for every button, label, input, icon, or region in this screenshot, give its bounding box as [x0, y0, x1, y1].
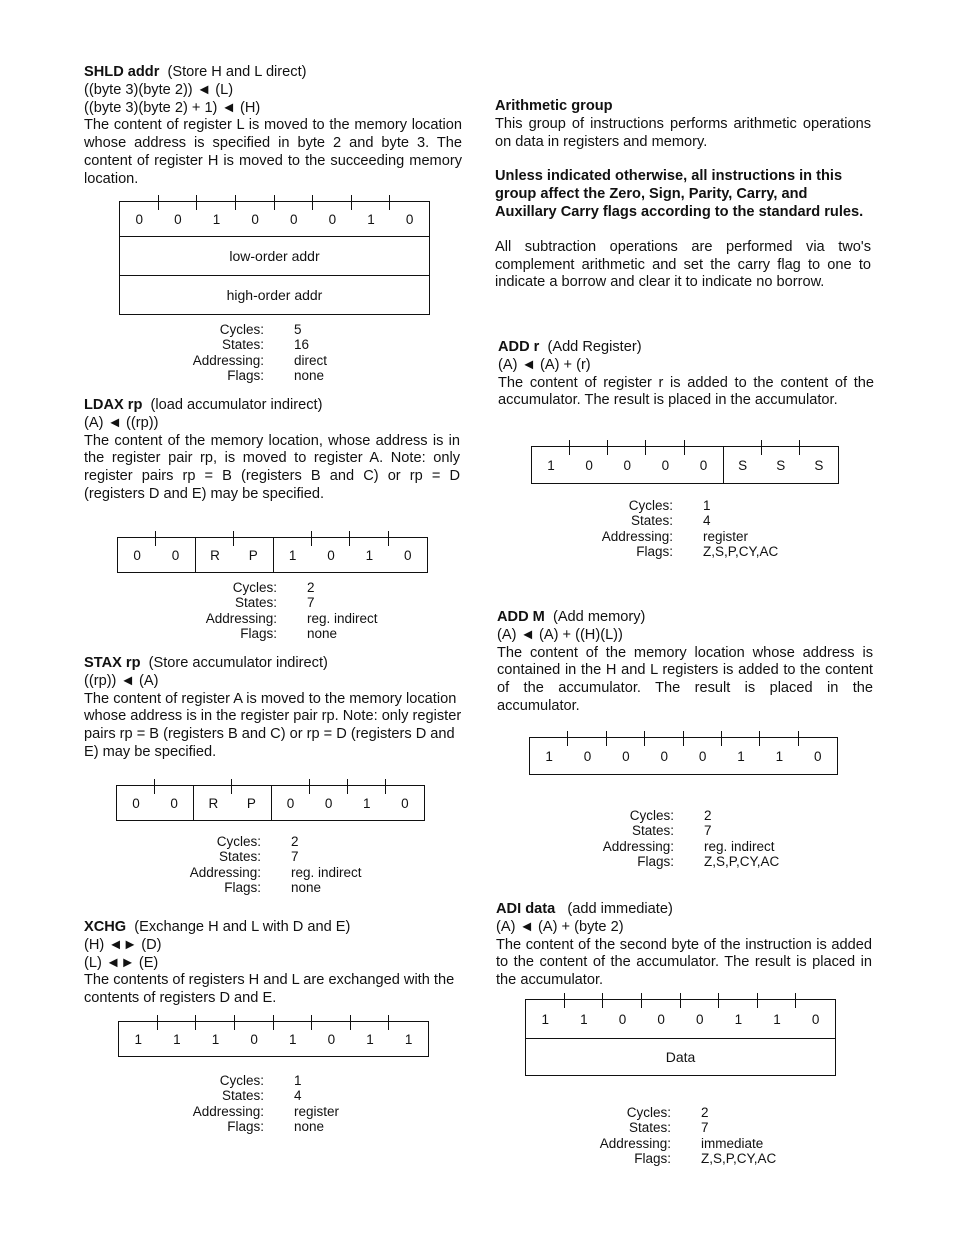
bit: R	[194, 786, 232, 820]
bit: 0	[312, 1022, 351, 1056]
addressing-value: reg. indirect	[704, 838, 775, 854]
cycles-label: Cycles:	[219, 1073, 264, 1088]
flags-label: Flags:	[227, 1119, 264, 1135]
states-value: 7	[307, 595, 315, 611]
addm-heading	[497, 609, 873, 627]
flags-label: Flags:	[634, 1151, 671, 1167]
addm-section	[497, 609, 873, 716]
states-value: 16	[294, 337, 310, 353]
flags-label: Flags:	[637, 854, 674, 870]
bit: 1	[348, 786, 386, 820]
xchg-title: XCHG	[84, 919, 127, 935]
xchg-op-line1: (H) ◄► (D)	[84, 936, 162, 953]
flags-value: Z,S,P,CY,AC	[701, 1151, 777, 1167]
bit: 0	[642, 1000, 681, 1038]
addm-op-line1: (A) ◄ (A) + ((H)(L))	[497, 626, 623, 643]
shld-op-line1: ((byte 3)(byte 2)) ◄ (L)	[84, 81, 234, 98]
ldax-stats	[173, 580, 378, 642]
states-value: 7	[291, 849, 299, 865]
bit: S	[724, 447, 762, 483]
arith-section	[495, 98, 871, 292]
bit: 1	[158, 1022, 197, 1056]
addr-title: ADD r	[498, 339, 540, 355]
cycles-label: Cycles:	[629, 808, 674, 823]
states-value: 4	[294, 1088, 302, 1104]
shld-text: The content of register L is moved to the memory location whose address is specified in byte 2 and byte 3. The content of register H is moved to the succeeding memory location.	[84, 117, 462, 187]
stax-desc: (Store accumulator indirect)	[148, 655, 328, 671]
stax-section	[84, 655, 462, 762]
bit: 0	[568, 738, 606, 774]
bit: 0	[236, 202, 275, 236]
bit: 1	[530, 738, 568, 774]
addressing-label: Addressing:	[205, 610, 277, 626]
flags-value: none	[291, 880, 322, 896]
bit: 1	[722, 738, 760, 774]
flags-value: Z,S,P,CY,AC	[703, 544, 779, 560]
bit: 0	[156, 538, 195, 572]
bit: 0	[235, 1022, 274, 1056]
bit: 0	[603, 1000, 642, 1038]
xchg-op-line2: (L) ◄► (E)	[84, 954, 159, 971]
bit: 0	[117, 786, 155, 820]
flags-label: Flags:	[224, 880, 261, 896]
arith-text: This group of instructions performs arithmetic operations on data in registers and memory.	[495, 115, 871, 150]
addressing-label: Addressing:	[189, 864, 261, 880]
states-label: States:	[221, 337, 264, 353]
adi-title: ADI data	[496, 901, 556, 917]
cycles-value: 2	[701, 1105, 709, 1120]
cycles-label: Cycles:	[628, 498, 673, 513]
flags-label: Flags:	[636, 544, 673, 560]
cycles-value: 2	[291, 834, 299, 849]
cycles-label: Cycles:	[626, 1105, 671, 1120]
bit: R	[196, 538, 234, 572]
adi-desc: (add immediate)	[567, 901, 673, 917]
adi-text: The content of the second byte of the instruction is added to the content of the accumulator. The result is placed in the accumulator.	[496, 936, 872, 989]
ldax-title: LDAX rp	[84, 397, 143, 413]
cycles-value: 2	[307, 580, 315, 595]
states-label: States:	[218, 849, 261, 865]
states-value: 4	[703, 513, 711, 529]
addm-desc: (Add memory)	[552, 609, 646, 625]
cycles-value: 1	[703, 498, 711, 513]
bit: 0	[310, 786, 348, 820]
addm-opcode-box	[529, 737, 838, 775]
addm-stats	[569, 808, 779, 870]
bit: 0	[272, 786, 310, 820]
shld-high-order-row: high-order addr	[119, 276, 430, 315]
ldax-text: The content of the memory location, whose address is in the register pair rp, is moved to register A. Note: only register pairs rp = B (registers B and C) or rp = D (registers D and E) may be specified.	[84, 432, 460, 502]
bit: 0	[811, 1011, 820, 1027]
bit: 0	[646, 447, 684, 483]
cycles-value: 2	[704, 808, 712, 823]
addressing-label: Addressing:	[192, 352, 264, 368]
bit: 1	[760, 738, 798, 774]
arith-flags-note: Unless indicated otherwise, all instructions in this group affect the Zero, Sign, Parity, Carry, and Auxillary Carry flags according to the standard rules.	[495, 168, 864, 220]
cycles-label: Cycles:	[219, 322, 264, 337]
bit: S	[814, 457, 824, 473]
stax-opcode-box	[116, 785, 425, 821]
bit: 0	[684, 738, 722, 774]
bit: 1	[274, 538, 312, 572]
addm-text: The content of the memory location whose address is contained in the H and L registers is added to the content of the accumulator. The result is placed in the accumulator.	[497, 644, 873, 714]
addr-heading	[498, 339, 874, 357]
xchg-stats	[160, 1073, 339, 1135]
states-label: States:	[234, 595, 277, 611]
ldax-opcode-box	[117, 537, 428, 573]
flags-value: none	[294, 368, 325, 384]
stax-title: STAX rp	[84, 655, 141, 671]
shld-section	[84, 64, 462, 189]
ldax-desc: (load accumulator indirect)	[150, 397, 323, 413]
bit: 0	[608, 447, 646, 483]
xchg-text: The contents of registers H and L are exchanged with the contents of registers D and E.	[84, 972, 455, 1007]
bit: 1	[197, 202, 236, 236]
addr-text: The content of register r is added to the content of the accumulator. The result is placed in the accumulator.	[498, 374, 874, 409]
shld-opcode-box	[119, 201, 430, 237]
shld-op-line2: ((byte 3)(byte 2) + 1) ◄ (H)	[84, 99, 261, 116]
bit: 1	[352, 202, 391, 236]
cycles-label: Cycles:	[216, 834, 261, 849]
bit: 0	[404, 547, 412, 563]
bit: 1	[274, 1022, 313, 1056]
adi-heading	[496, 901, 872, 919]
stax-stats	[157, 834, 362, 896]
stax-heading	[84, 655, 462, 673]
bit: 1	[350, 538, 388, 572]
adi-data-row: Data	[525, 1039, 836, 1076]
addr-section	[498, 339, 874, 410]
cycles-value: 5	[294, 322, 302, 337]
bit: P	[232, 786, 271, 820]
shld-low-order-row: low-order addr	[119, 237, 430, 276]
ldax-heading	[84, 397, 460, 415]
states-label: States:	[221, 1088, 264, 1104]
flags-value: none	[294, 1119, 325, 1135]
shld-desc: (Store H and L direct)	[167, 64, 307, 80]
ldax-op-line1: (A) ◄ ((rp))	[84, 414, 159, 431]
bit: 1	[404, 1031, 413, 1047]
cycles-label: Cycles:	[232, 580, 277, 595]
bit: 1	[719, 1000, 758, 1038]
addressing-value: register	[703, 528, 749, 544]
bit: 1	[119, 1022, 158, 1056]
ldax-section	[84, 397, 460, 504]
bit: 0	[118, 538, 156, 572]
addressing-label: Addressing:	[601, 528, 673, 544]
bit: P	[234, 538, 273, 572]
states-value: 7	[704, 823, 712, 839]
bit: 0	[312, 538, 350, 572]
bit: S	[762, 447, 800, 483]
shld-stats	[160, 322, 327, 384]
adi-section	[496, 901, 872, 990]
states-label: States:	[631, 823, 674, 839]
addressing-value: register	[294, 1103, 340, 1119]
states-value: 7	[701, 1120, 709, 1136]
xchg-heading	[84, 919, 462, 937]
bit: 0	[401, 795, 409, 811]
bit: 0	[681, 1000, 720, 1038]
bit: 1	[526, 1000, 565, 1038]
bit: 1	[565, 1000, 604, 1038]
flags-label: Flags:	[227, 368, 264, 384]
addr-desc: (Add Register)	[547, 339, 642, 355]
stax-text: The content of register A is moved to the memory location whose address is in the register pair rp. Note: only register pairs rp = B (registers B and C) or rp = D (registers D and E) may be specified.	[84, 690, 462, 760]
addressing-value: reg. indirect	[291, 864, 362, 880]
shld-title: SHLD addr	[84, 64, 160, 80]
xchg-desc: (Exchange H and L with D and E)	[134, 919, 351, 935]
adi-op-line1: (A) ◄ (A) + (byte 2)	[496, 918, 624, 935]
shld-heading	[84, 64, 462, 82]
bit: 0	[607, 738, 645, 774]
bit: 0	[120, 202, 159, 236]
addressing-label: Addressing:	[602, 838, 674, 854]
addr-opcode-box	[531, 446, 839, 484]
addr-op-line1: (A) ◄ (A) + (r)	[498, 356, 591, 373]
bit: 0	[645, 738, 683, 774]
states-label: States:	[628, 1120, 671, 1136]
flags-label: Flags:	[240, 626, 277, 642]
bit: 1	[351, 1022, 390, 1056]
bit: 0	[159, 202, 198, 236]
addr-stats	[568, 498, 778, 560]
adi-opcode-box	[525, 999, 836, 1039]
bit: 0	[405, 211, 414, 227]
bit: 1	[758, 1000, 797, 1038]
xchg-section	[84, 919, 462, 1008]
bit: 0	[685, 447, 724, 483]
arith-title: Arithmetic group	[495, 98, 613, 114]
cycles-value: 1	[294, 1073, 302, 1088]
addressing-label: Addressing:	[192, 1103, 264, 1119]
bit: 0	[313, 202, 352, 236]
addm-title: ADD M	[497, 609, 545, 625]
bit: 0	[275, 202, 314, 236]
flags-value: Z,S,P,CY,AC	[704, 854, 780, 870]
addressing-value: direct	[294, 352, 328, 368]
bit: 1	[532, 447, 570, 483]
addressing-label: Addressing:	[599, 1135, 671, 1151]
bit: 1	[196, 1022, 235, 1056]
flags-value: none	[307, 626, 338, 642]
xchg-opcode-box	[118, 1021, 429, 1057]
bit: 0	[570, 447, 608, 483]
adi-stats	[566, 1105, 776, 1167]
addressing-value: immediate	[701, 1135, 764, 1151]
states-label: States:	[630, 513, 673, 529]
bit: 0	[155, 786, 194, 820]
addressing-value: reg. indirect	[307, 610, 378, 626]
bit: 0	[814, 748, 822, 764]
stax-op-line1: ((rp)) ◄ (A)	[84, 672, 159, 689]
arith-subtraction-note: All subtraction operations are performed via two's complement arithmetic and set the carry flag to one to indicate a borrow and clear it to indicate no borrow.	[495, 238, 871, 291]
